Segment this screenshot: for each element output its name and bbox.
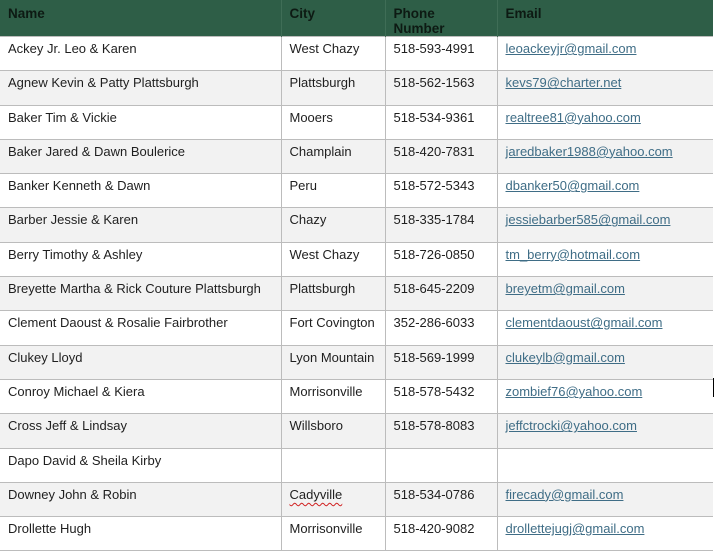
city-text: Plattsburgh: [289, 75, 356, 91]
name-text: Breyette Martha & Rick Couture Plattsburgh: [8, 281, 261, 297]
name-cell[interactable]: [0, 345, 281, 379]
phone-cell[interactable]: [385, 379, 497, 413]
city-text: Chazy: [289, 212, 327, 228]
email-cell[interactable]: [497, 208, 713, 242]
email-link[interactable]: dbanker50@gmail.com: [505, 178, 640, 194]
city-cell[interactable]: [281, 414, 385, 448]
name-cell[interactable]: [0, 277, 281, 311]
name-cell[interactable]: [0, 414, 281, 448]
name-text: Conroy Michael & Kiera: [8, 383, 145, 399]
city-cell[interactable]: [281, 71, 385, 105]
name-cell[interactable]: [0, 105, 281, 139]
phone-text: 518-420-9082: [393, 521, 475, 537]
name-text: Berry Timothy & Ashley: [8, 246, 143, 262]
email-link[interactable]: breyetm@gmail.com: [505, 281, 625, 297]
city-text: Mooers: [289, 109, 333, 125]
city-text: Plattsburgh: [289, 281, 356, 297]
column-header-phone[interactable]: Phone Number: [385, 0, 497, 37]
email-cell[interactable]: [497, 482, 713, 516]
table-body: [0, 37, 713, 551]
name-cell[interactable]: [0, 71, 281, 105]
city-cell[interactable]: [281, 277, 385, 311]
name-cell[interactable]: [0, 37, 281, 71]
city-cell[interactable]: [281, 174, 385, 208]
name-text: Baker Tim & Vickie: [8, 109, 117, 125]
table-row: [0, 311, 713, 345]
name-cell[interactable]: [0, 208, 281, 242]
phone-text: 518-534-0786: [393, 486, 475, 502]
name-cell[interactable]: [0, 517, 281, 551]
table-row: [0, 208, 713, 242]
phone-text: 518-578-8083: [393, 418, 475, 434]
name-text: Downey John & Robin: [8, 486, 137, 502]
city-cell[interactable]: [281, 139, 385, 173]
table-row: [0, 517, 713, 551]
email-link[interactable]: clementdaoust@gmail.com: [505, 315, 663, 331]
phone-cell[interactable]: [385, 517, 497, 551]
email-cell[interactable]: [497, 71, 713, 105]
name-text: Baker Jared & Dawn Boulerice: [8, 143, 186, 159]
phone-cell[interactable]: [385, 105, 497, 139]
city-text: Champlain: [289, 143, 352, 159]
city-cell[interactable]: [281, 379, 385, 413]
email-link[interactable]: kevs79@charter.net: [505, 75, 622, 91]
city-cell[interactable]: [281, 242, 385, 276]
header-row: [0, 0, 713, 37]
name-text: Agnew Kevin & Patty Plattsburgh: [8, 75, 199, 91]
email-cell[interactable]: [497, 517, 713, 551]
email-link[interactable]: jessiebarber585@gmail.com: [505, 212, 671, 228]
phone-cell[interactable]: [385, 174, 497, 208]
email-cell[interactable]: [497, 242, 713, 276]
phone-text: 518-569-1999: [393, 349, 475, 365]
name-text: Clukey Lloyd: [8, 349, 83, 365]
city-cell[interactable]: [281, 208, 385, 242]
table-row: [0, 482, 713, 516]
phone-text: 518-726-0850: [393, 246, 475, 262]
city-cell[interactable]: [281, 37, 385, 71]
table-row: [0, 71, 713, 105]
city-text: West Chazy: [289, 41, 360, 56]
table-row: [0, 37, 713, 71]
column-header-name[interactable]: Name: [0, 0, 281, 37]
phone-cell[interactable]: [385, 311, 497, 345]
email-cell[interactable]: [497, 448, 713, 482]
phone-text: 352-286-6033: [393, 315, 475, 331]
phone-cell[interactable]: [385, 242, 497, 276]
phone-text: 518-335-1784: [393, 212, 475, 228]
phone-text: 518-593-4991: [393, 41, 475, 56]
city-text: West Chazy: [289, 246, 360, 262]
phone-cell[interactable]: [385, 414, 497, 448]
city-cell[interactable]: [281, 345, 385, 379]
phone-text: 518-534-9361: [393, 109, 475, 125]
email-link[interactable]: drollettejugj@gmail.com: [505, 521, 645, 537]
name-text: Banker Kenneth & Dawn: [8, 178, 151, 194]
phone-text: 518-645-2209: [393, 281, 475, 297]
table-row: [0, 277, 713, 311]
name-cell[interactable]: [0, 242, 281, 276]
name-cell[interactable]: [0, 174, 281, 208]
email-cell[interactable]: [497, 105, 713, 139]
phone-text: 518-420-7831: [393, 143, 475, 159]
table-row: [0, 379, 713, 413]
phone-text: 518-572-5343: [393, 178, 475, 194]
city-cell[interactable]: [281, 311, 385, 345]
name-text: Ackey Jr. Leo & Karen: [8, 41, 137, 56]
email-cell[interactable]: [497, 311, 713, 345]
city-cell[interactable]: [281, 482, 385, 516]
name-cell[interactable]: [0, 379, 281, 413]
city-text: Fort Covington: [289, 315, 375, 331]
column-header-email[interactable]: Email: [497, 0, 713, 37]
email-cell[interactable]: [497, 174, 713, 208]
email-cell[interactable]: [497, 414, 713, 448]
city-text: Lyon Mountain: [289, 349, 375, 365]
name-cell[interactable]: [0, 482, 281, 516]
phone-cell[interactable]: [385, 71, 497, 105]
phone-cell[interactable]: [385, 208, 497, 242]
email-cell[interactable]: [497, 345, 713, 379]
table-row: [0, 174, 713, 208]
city-text: Morrisonville: [289, 383, 363, 399]
email-link[interactable]: clukeylb@gmail.com: [505, 349, 625, 365]
name-text: Clement Daoust & Rosalie Fairbrother: [8, 315, 228, 331]
name-text: Cross Jeff & Lindsay: [8, 418, 127, 434]
email-link[interactable]: jaredbaker1988@yahoo.com: [505, 143, 673, 159]
city-text: Cadyville: [289, 486, 343, 502]
email-link[interactable]: jeffctrocki@yahoo.com: [505, 418, 637, 434]
email-link[interactable]: realtree81@yahoo.com: [505, 109, 641, 125]
name-cell[interactable]: [0, 448, 281, 482]
phone-cell[interactable]: [385, 277, 497, 311]
phone-text: 518-562-1563: [393, 75, 475, 91]
city-cell[interactable]: [281, 448, 385, 482]
table-header: [0, 0, 713, 37]
email-cell[interactable]: [497, 37, 713, 71]
table-row: [0, 345, 713, 379]
email-link[interactable]: zombief76@yahoo.com: [505, 383, 643, 399]
table-row: [0, 139, 713, 173]
table-row: [0, 105, 713, 139]
name-text: Drollette Hugh: [8, 521, 92, 537]
phone-cell[interactable]: [385, 37, 497, 71]
city-text: Peru: [289, 178, 317, 194]
email-cell[interactable]: [497, 277, 713, 311]
table-row: [0, 448, 713, 482]
city-text: Willsboro: [289, 418, 343, 434]
text-cursor: [713, 378, 714, 397]
name-text: Dapo David & Sheila Kirby: [8, 452, 162, 468]
phone-text: 518-578-5432: [393, 383, 475, 399]
phone-cell[interactable]: [385, 139, 497, 173]
email-link[interactable]: tm_berry@hotmail.com: [505, 246, 641, 262]
name-cell[interactable]: [0, 139, 281, 173]
city-cell[interactable]: [281, 517, 385, 551]
phone-cell[interactable]: [385, 448, 497, 482]
city-text: Morrisonville: [289, 521, 363, 537]
phone-cell[interactable]: [385, 345, 497, 379]
name-text: Barber Jessie & Karen: [8, 212, 139, 228]
table-row: [0, 242, 713, 276]
email-link[interactable]: leoackeyjr@gmail.com: [505, 41, 637, 56]
email-cell[interactable]: [497, 139, 713, 173]
name-cell[interactable]: [0, 311, 281, 345]
city-cell[interactable]: [281, 105, 385, 139]
phone-cell[interactable]: [385, 482, 497, 516]
column-header-city[interactable]: City: [281, 0, 385, 37]
email-link[interactable]: firecady@gmail.com: [505, 486, 624, 502]
email-cell[interactable]: [497, 379, 713, 413]
table-row: [0, 414, 713, 448]
